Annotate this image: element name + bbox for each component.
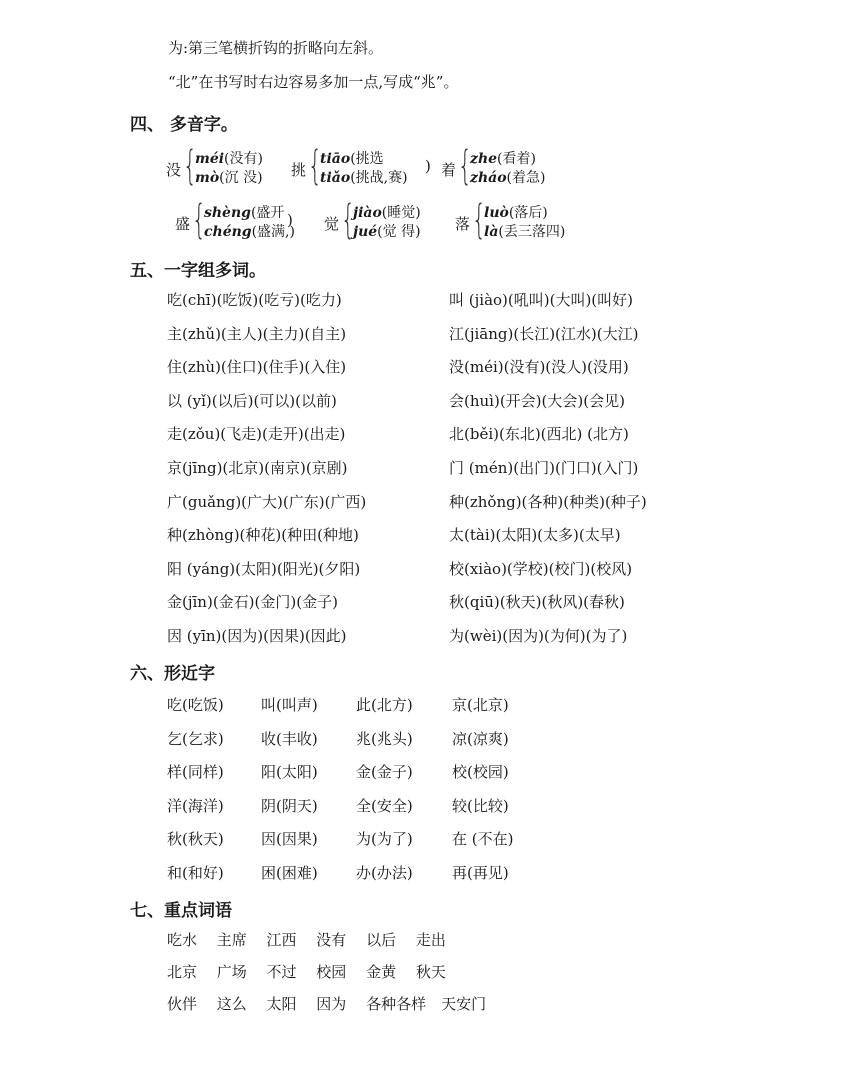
similar-char-cell: 困(困难) bbox=[261, 864, 318, 882]
example-word: (丢三落四) bbox=[498, 224, 566, 240]
word-group-row: 住(zhù)(住口)(住手)(入住) bbox=[167, 358, 347, 376]
intro-line-2: “北”在书写时右边容易多加一点,写成“兆”。 bbox=[168, 73, 459, 91]
brace-icon: { bbox=[308, 143, 322, 189]
word-group-row: 没(méi)(没有)(没人)(没用) bbox=[449, 358, 629, 376]
example-word: (着急) bbox=[506, 170, 546, 186]
word-group-row: 走(zǒu)(飞走)(走开)(出走) bbox=[167, 425, 346, 443]
polyphonic-reading bbox=[195, 167, 263, 187]
word-group-row: 阳 (yáng)(太阳)(阳光)(夕阳) bbox=[167, 560, 361, 578]
example-word: (落后) bbox=[508, 205, 548, 221]
similar-char-cell: 校(校园) bbox=[452, 763, 509, 781]
pinyin: tiǎo bbox=[320, 170, 351, 186]
polyphonic-reading bbox=[353, 202, 421, 222]
similar-char-cell: 金(金子) bbox=[356, 763, 413, 781]
word-group-row: 会(huì)(开会)(大会)(会见) bbox=[449, 392, 625, 410]
word-group-row: 叫 (jiào)(吼叫)(大叫)(叫好) bbox=[449, 291, 634, 309]
brace-icon: { bbox=[341, 197, 355, 243]
intro-line-1: 为:第三笔横折钩的折略向左斜。 bbox=[168, 39, 384, 57]
word-group-row: 以 (yǐ)(以后)(可以)(以前) bbox=[167, 392, 337, 410]
pinyin: mò bbox=[195, 170, 220, 186]
pinyin: là bbox=[484, 224, 499, 240]
word-group-row: 门 (mén)(出门)(门口)(入门) bbox=[449, 459, 639, 477]
word-group-row: 京(jīng)(北京)(南京)(京剧) bbox=[167, 459, 348, 477]
pinyin: tiāo bbox=[320, 151, 351, 167]
word-group-row: 种(zhòng)(种花)(种田(种地) bbox=[167, 526, 359, 544]
word-group-row: 北(běi)(东北)(西北) (北方) bbox=[449, 425, 629, 443]
polyphonic-char: 觉 bbox=[324, 215, 340, 233]
similar-char-cell: 为(为了) bbox=[356, 830, 413, 848]
polyphonic-reading bbox=[204, 221, 295, 241]
polyphonic-char: 没 bbox=[166, 161, 182, 179]
word-group-row: 广(guǎng)(广大)(广东)(广西) bbox=[167, 493, 367, 511]
similar-char-cell: 阳(太阳) bbox=[261, 763, 318, 781]
similar-char-cell: 秋(秋天) bbox=[167, 830, 224, 848]
similar-char-cell: 阴(阴天) bbox=[261, 797, 318, 815]
similar-char-cell: 叫(叫声) bbox=[261, 696, 318, 714]
pinyin: jiào bbox=[353, 205, 382, 221]
word-group-row: 金(jīn)(金石)(金门)(金子) bbox=[167, 593, 338, 611]
similar-char-cell: 吃(吃饭) bbox=[167, 696, 224, 714]
example-word: (看着) bbox=[497, 151, 536, 167]
similar-char-cell: 兆(兆头) bbox=[356, 730, 413, 748]
polyphonic-char: 落 bbox=[455, 215, 471, 233]
pinyin: méi bbox=[195, 151, 225, 167]
similar-char-cell: 样(同样) bbox=[167, 763, 224, 781]
similar-char-cell: 京(北京) bbox=[452, 696, 509, 714]
polyphonic-reading bbox=[470, 148, 536, 168]
similar-char-cell: 收(丰收) bbox=[261, 730, 318, 748]
example-word: (盛满,) bbox=[251, 224, 295, 240]
section-6-heading: 六、形近字 bbox=[130, 664, 215, 684]
polyphonic-reading bbox=[353, 221, 421, 241]
polyphonic-reading bbox=[484, 202, 548, 222]
polyphonic-reading bbox=[320, 167, 408, 187]
polyphonic-reading bbox=[204, 202, 284, 222]
closing-paren: ) bbox=[425, 157, 431, 175]
similar-char-cell: 乞(乞求) bbox=[167, 730, 224, 748]
polyphonic-reading bbox=[470, 167, 545, 187]
similar-char-cell: 较(比较) bbox=[452, 797, 509, 815]
pinyin: jué bbox=[353, 224, 378, 240]
example-word: (没有) bbox=[224, 151, 263, 167]
example-word: (挑选 bbox=[350, 151, 384, 167]
section-4-heading: 四、 多音字。 bbox=[130, 115, 238, 135]
similar-char-cell: 和(和好) bbox=[167, 864, 224, 882]
polyphonic-char: 着 bbox=[441, 161, 457, 179]
word-group-row: 太(tài)(太阳)(太多)(太早) bbox=[449, 526, 621, 544]
word-group-row: 江(jiāng)(长江)(江水)(大江) bbox=[449, 325, 639, 343]
similar-char-cell: 凉(凉爽) bbox=[452, 730, 509, 748]
word-group-row: 为(wèi)(因为)(为何)(为了) bbox=[449, 627, 628, 645]
key-words-row: 伙伴 这么 太阳 因为 各种各样 天安门 bbox=[167, 995, 487, 1013]
pinyin: zhe bbox=[470, 151, 498, 167]
example-word: (觉 得) bbox=[377, 224, 421, 240]
pinyin: chéng bbox=[204, 224, 252, 240]
similar-char-cell: 此(北方) bbox=[356, 696, 413, 714]
example-word: (睡觉) bbox=[381, 205, 421, 221]
brace-icon: { bbox=[192, 197, 206, 243]
brace-icon: { bbox=[183, 143, 197, 189]
similar-char-cell: 在 (不在) bbox=[452, 830, 514, 848]
example-word: (盛开 bbox=[250, 205, 285, 221]
polyphonic-reading bbox=[195, 148, 263, 168]
similar-char-cell: 全(安全) bbox=[356, 797, 413, 815]
brace-icon: { bbox=[472, 197, 486, 243]
similar-char-cell: 因(因果) bbox=[261, 830, 318, 848]
word-group-row: 校(xiào)(学校)(校门)(校风) bbox=[449, 560, 633, 578]
word-group-row: 种(zhǒng)(各种)(种类)(种子) bbox=[449, 493, 647, 511]
polyphonic-char: 盛 bbox=[175, 215, 191, 233]
polyphonic-reading bbox=[484, 221, 565, 241]
example-word: (沉 没) bbox=[219, 170, 263, 186]
section-7-heading: 七、重点词语 bbox=[130, 901, 232, 921]
similar-char-cell: 洋(海洋) bbox=[167, 797, 224, 815]
similar-char-cell: 再(再见) bbox=[452, 864, 509, 882]
key-words-row: 吃水 主席 江西 没有 以后 走出 bbox=[167, 931, 446, 949]
word-group-row: 吃(chī)(吃饭)(吃亏)(吃力) bbox=[167, 291, 342, 309]
polyphonic-reading bbox=[320, 148, 384, 168]
word-group-row: 秋(qiū)(秋天)(秋风)(春秋) bbox=[449, 593, 625, 611]
word-group-row: 主(zhǔ)(主人)(主力)(自主) bbox=[167, 325, 347, 343]
pinyin: shèng bbox=[204, 205, 251, 221]
similar-char-cell: 办(办法) bbox=[356, 864, 413, 882]
word-group-row: 因 (yīn)(因为)(因果)(因此) bbox=[167, 627, 347, 645]
example-word: (挑战,赛) bbox=[350, 170, 408, 186]
pinyin: luò bbox=[484, 205, 509, 221]
pinyin: zháo bbox=[470, 170, 507, 186]
polyphonic-char: 挑 bbox=[291, 161, 307, 179]
closing-paren: ) bbox=[287, 211, 293, 229]
key-words-row: 北京 广场 不过 校园 金黄 秋天 bbox=[167, 963, 446, 981]
section-5-heading: 五、一字组多词。 bbox=[130, 261, 266, 281]
brace-icon: { bbox=[458, 143, 472, 189]
